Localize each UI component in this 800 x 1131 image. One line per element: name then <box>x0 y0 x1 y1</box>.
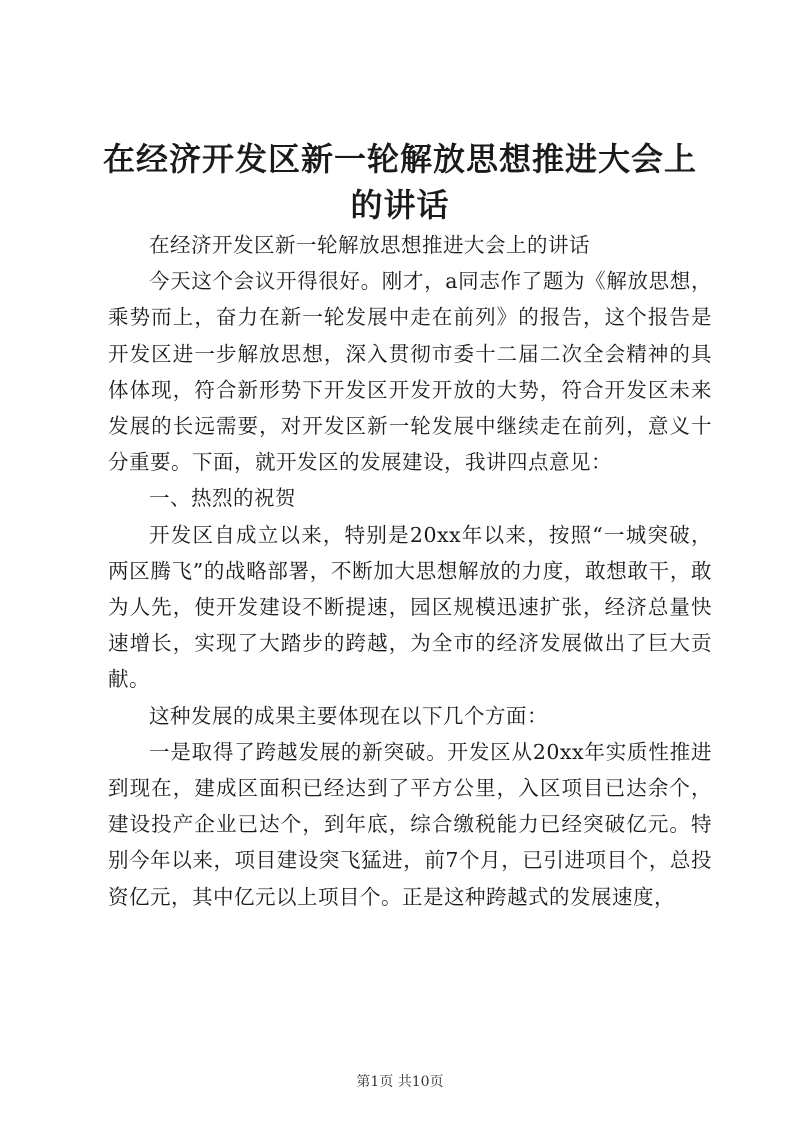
paragraph-aspects-intro: 这种发展的成果主要体现在以下几个方面： <box>149 703 548 728</box>
paragraph-breakthrough: 一是取得了跨越发展的新突破。开发区从20xx年实质性推进到现在，建成区面积已经达到了平方公里，入区项目已达余个，建设投产企业已达个，到年底，综合缴税能力已经突破亿元。特别今年以来，项目建设突飞猛进，前7个月，已引进项目个，总投资亿元，其中亿元以上项目个。正是这种跨越式的发展速度， <box>108 739 712 909</box>
document-title: 在经济开发区新一轮解放思想推进大会上的讲话 <box>102 140 697 224</box>
paragraph-opening: 今天这个会议开得很好。刚才，a同志作了题为《解放思想，乘势而上，奋力在新一轮发展中走在前列》的报告，这个报告是开发区进一步解放思想，深入贯彻市委十二届二次全会精神的具体体现，符合新形势下开发区开发开放的大势，符合开发区未来发展的长远需要，对开发区新一轮发展中继续走在前列，意义十分重要。下面，就开发区的发展建设，我讲四点意见： <box>108 269 712 475</box>
section-heading-1: 一、热烈的祝贺 <box>149 486 296 511</box>
paragraph-subtitle: 在经济开发区新一轮解放思想推进大会上的讲话 <box>149 233 590 257</box>
paragraph-achievements: 开发区自成立以来，特别是20xx年以来，按照“一城突破，两区腾飞”的战略部署，不断加大思想解放的力度，敢想敢干，敢为人先，使开发建设不断提速，园区规模迅速扩张，经济总量快速增长，实现了大踏步的跨越，为全市的经济发展做出了巨大贡献。 <box>108 522 712 692</box>
document-body <box>108 227 712 915</box>
page-footer: 第1页 共10页 <box>356 1074 444 1090</box>
